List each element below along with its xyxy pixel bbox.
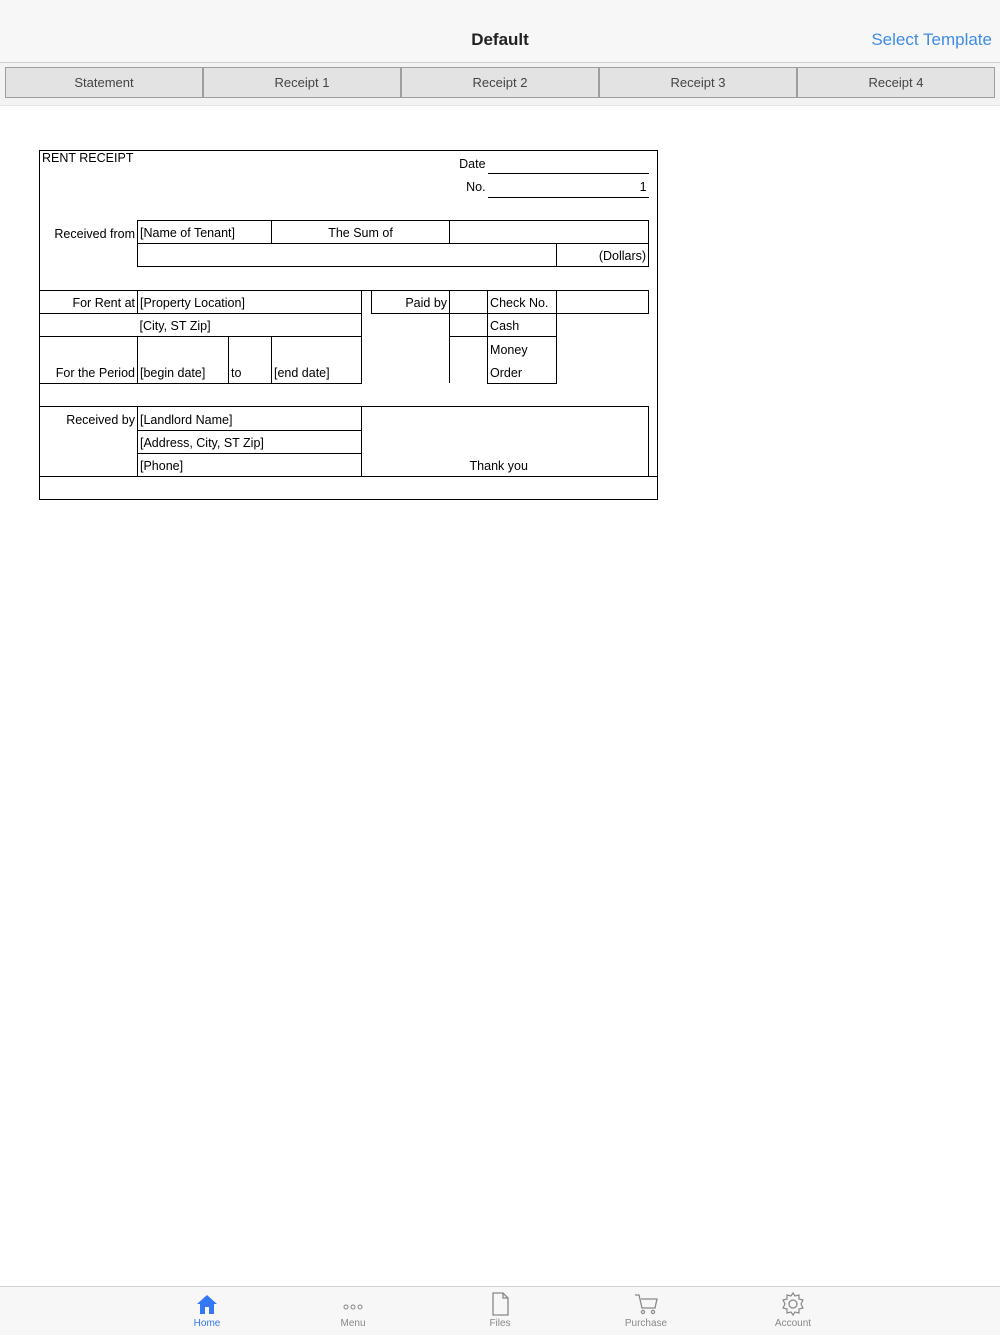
received-by-label: Received by [40,407,138,430]
landlord-phone-row [40,453,658,476]
receipt-number-row [40,174,658,197]
landlord-phone-field[interactable]: [Phone] [138,453,362,476]
date-label: Date [459,156,486,171]
tab-files[interactable] [460,1287,540,1335]
cash-label: Cash [488,314,557,337]
receipt-title: RENT RECEIPT [42,151,134,165]
begin-date-field[interactable]: [begin date] [138,360,229,383]
money-order-checkbox-cell[interactable] [450,337,488,384]
cart-icon [633,1291,659,1317]
tenant-name-field[interactable]: [Name of Tenant] [138,220,272,243]
cash-checkbox-cell[interactable] [450,314,488,337]
bottom-tab-bar [0,1286,1000,1335]
navigation-bar [0,0,1000,63]
period-label: For the Period [40,360,138,383]
thank-you-text: Thank you [450,453,649,476]
segment-receipt-2[interactable]: Receipt 2 [401,67,599,98]
tab-home[interactable] [167,1287,247,1335]
template-segments [0,63,1000,106]
number-label: No. [466,180,486,195]
landlord-name-field[interactable]: [Landlord Name] [138,407,362,430]
tab-account-label: Account [774,1318,812,1329]
tab-home-label: Home [193,1318,221,1329]
receipt-header-row [40,151,658,174]
landlord-address-field[interactable]: [Address, City, ST Zip] [138,430,362,453]
to-label: to [229,360,272,383]
segment-receipt-4[interactable]: Receipt 4 [797,67,995,98]
received-from-row [40,220,658,243]
money-label: Money [488,337,557,360]
for-rent-label: For Rent at [40,290,138,313]
tab-purchase[interactable] [606,1287,686,1335]
more-icon [340,1291,366,1317]
for-rent-row [40,290,658,313]
home-icon [194,1291,220,1317]
tab-account[interactable] [753,1287,833,1335]
check-checkbox-cell[interactable] [450,290,488,313]
order-label: Order [488,360,557,383]
check-no-field[interactable] [557,290,649,313]
segment-statement[interactable]: Statement [5,67,203,98]
city-st-zip-field[interactable]: [City, ST Zip] [138,314,362,337]
sum-label: The Sum of [272,220,450,243]
end-date-field[interactable]: [end date] [272,360,362,383]
money-row [40,337,658,360]
tab-menu-label: Menu [340,1318,366,1329]
received-from-label: Received from [40,220,138,243]
receipt-number[interactable]: 1 [488,174,649,197]
dollars-row [40,244,658,267]
city-row [40,314,658,337]
gear-icon [780,1291,806,1317]
dollars-label: (Dollars) [557,244,649,267]
select-template-button[interactable]: Select Template [871,30,992,49]
date-value[interactable] [488,151,649,174]
paid-by-label: Paid by [372,290,450,313]
page-title: Default [471,30,529,49]
landlord-address-row [40,430,658,453]
period-row [40,360,658,383]
tab-menu[interactable] [313,1287,393,1335]
file-icon [487,1291,513,1317]
property-location-field[interactable]: [Property Location] [138,290,362,313]
tab-purchase-label: Purchase [624,1318,668,1329]
sum-amount-field[interactable] [450,220,649,243]
rent-receipt-sheet [39,150,658,500]
received-by-row [40,407,658,430]
sum-in-words-field[interactable] [138,244,557,267]
tab-files-label: Files [489,1318,511,1329]
segment-receipt-1[interactable]: Receipt 1 [203,67,401,98]
segment-receipt-3[interactable]: Receipt 3 [599,67,797,98]
check-no-label: Check No. [488,290,557,313]
